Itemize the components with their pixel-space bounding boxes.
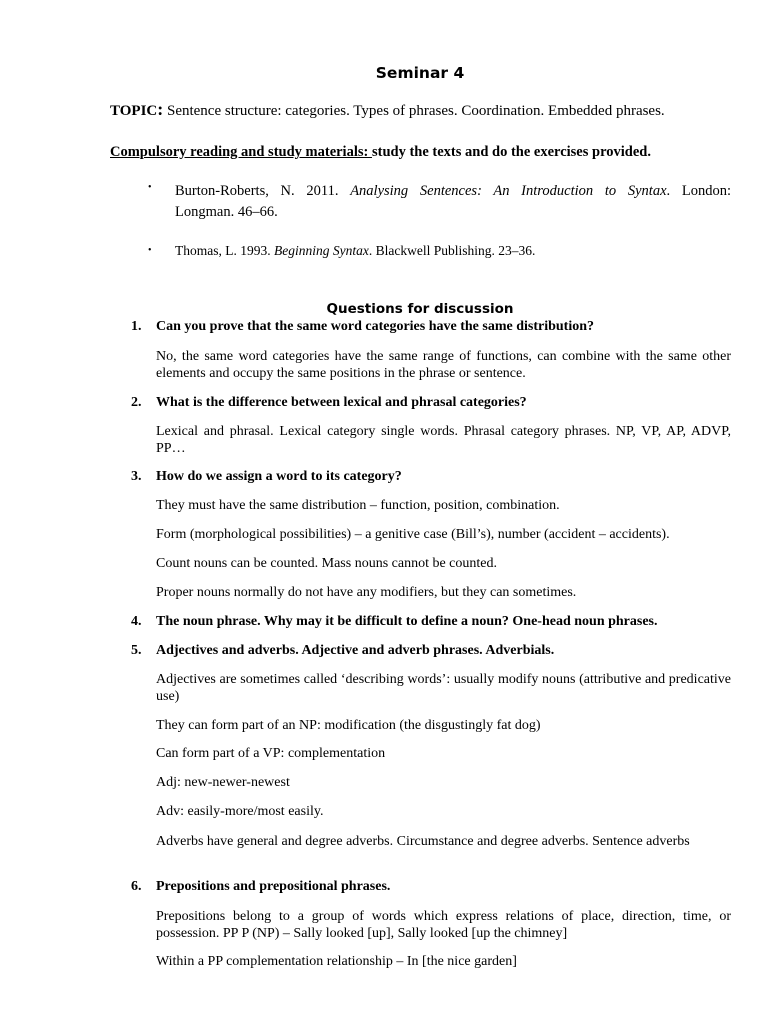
question-number: 6. — [131, 879, 142, 894]
reference-book-title: Beginning Syntax — [274, 243, 369, 258]
topic-line — [110, 99, 665, 120]
answer-text: Can form part of a VP: complementation — [156, 746, 386, 761]
answer-text: They can form part of an NP: modification (the disgustingly fat dog) — [156, 718, 541, 733]
topic-colon: : — [157, 99, 164, 119]
compulsory-reading-instruction: study the texts and do the exercises provided. — [371, 144, 651, 160]
reference-publisher: . Blackwell Publishing. 23–36. — [368, 243, 536, 258]
answer-text: They must have the same distribution – function, position, combination. — [156, 498, 560, 513]
question-text: Adjectives and adverbs. Adjective and adverb phrases. Adverbials. — [156, 643, 555, 658]
question-number: 4. — [131, 614, 142, 629]
question-number: 2. — [131, 395, 142, 410]
answer-text: Form (morphological possibilities) – a genitive case (Bill’s), number (accident – accidents). — [156, 527, 670, 542]
answer-text: No, the same word categories have the same range of functions, can combine with the same other elements and occupy the same positions in the phrase or sentence. — [156, 349, 731, 381]
question-text: What is the difference between lexical and phrasal categories? — [156, 395, 527, 410]
reference-item — [175, 243, 535, 259]
bullet-icon: • — [148, 245, 152, 256]
compulsory-reading-label: Compulsory reading and study materials: — [110, 144, 372, 160]
topic-label: TOPIC — [110, 103, 158, 119]
compulsory-reading-line — [110, 144, 651, 161]
answer-text: Count nouns can be counted. Mass nouns cannot be counted. — [156, 556, 497, 571]
answer-text: Adverbs have general and degree adverbs. Circumstance and degree adverbs. Sentence adverbs — [156, 834, 690, 849]
answer-text: Proper nouns normally do not have any modifiers, but they can sometimes. — [156, 585, 577, 600]
question-text: Prepositions and prepositional phrases. — [156, 879, 391, 894]
answer-text: Adj: new-newer-newest — [156, 775, 290, 790]
answer-text: Lexical and phrasal. Lexical category single words. Phrasal category phrases. NP, VP, AP, ADVP, PP… — [156, 424, 731, 456]
question-text: How do we assign a word to its category? — [156, 469, 402, 484]
question-number: 1. — [131, 319, 142, 334]
bullet-icon: • — [148, 182, 152, 193]
page-title: Seminar 4 — [375, 64, 465, 82]
reference-publisher: . London: — [666, 183, 731, 199]
question-number: 3. — [131, 469, 142, 484]
answer-text: Within a PP complementation relationship – In [the nice garden] — [156, 954, 517, 969]
reference-authors: Thomas, L. 1993. — [175, 243, 274, 258]
question-text: The noun phrase. Why may it be difficult to define a noun? One-head noun phrases. — [156, 614, 658, 629]
reference-authors: Burton-Roberts, N. 2011. — [175, 183, 351, 199]
answer-text: Adjectives are sometimes called ‘describing words’: usually modify nouns (attributive and predicative use) — [156, 672, 731, 704]
question-text: Can you prove that the same word categories have the same distribution? — [156, 319, 594, 334]
answer-text: Prepositions belong to a group of words which express relations of place, direction, time, or possession. PP P (NP) – Sally looked [up], Sally looked [up the chimney] — [156, 909, 731, 941]
topic-text: Sentence structure: categories. Types of phrases. Coordination. Embedded phrases. — [166, 103, 665, 119]
questions-heading: Questions for discussion — [326, 301, 514, 317]
reference-book-title: Analysing Sentences: An Introduction to Syntax — [350, 183, 667, 199]
reference-continuation: Longman. 46–66. — [175, 204, 278, 220]
question-number: 5. — [131, 643, 142, 658]
reference-item — [175, 178, 731, 204]
answer-text: Adv: easily-more/most easily. — [156, 804, 324, 819]
